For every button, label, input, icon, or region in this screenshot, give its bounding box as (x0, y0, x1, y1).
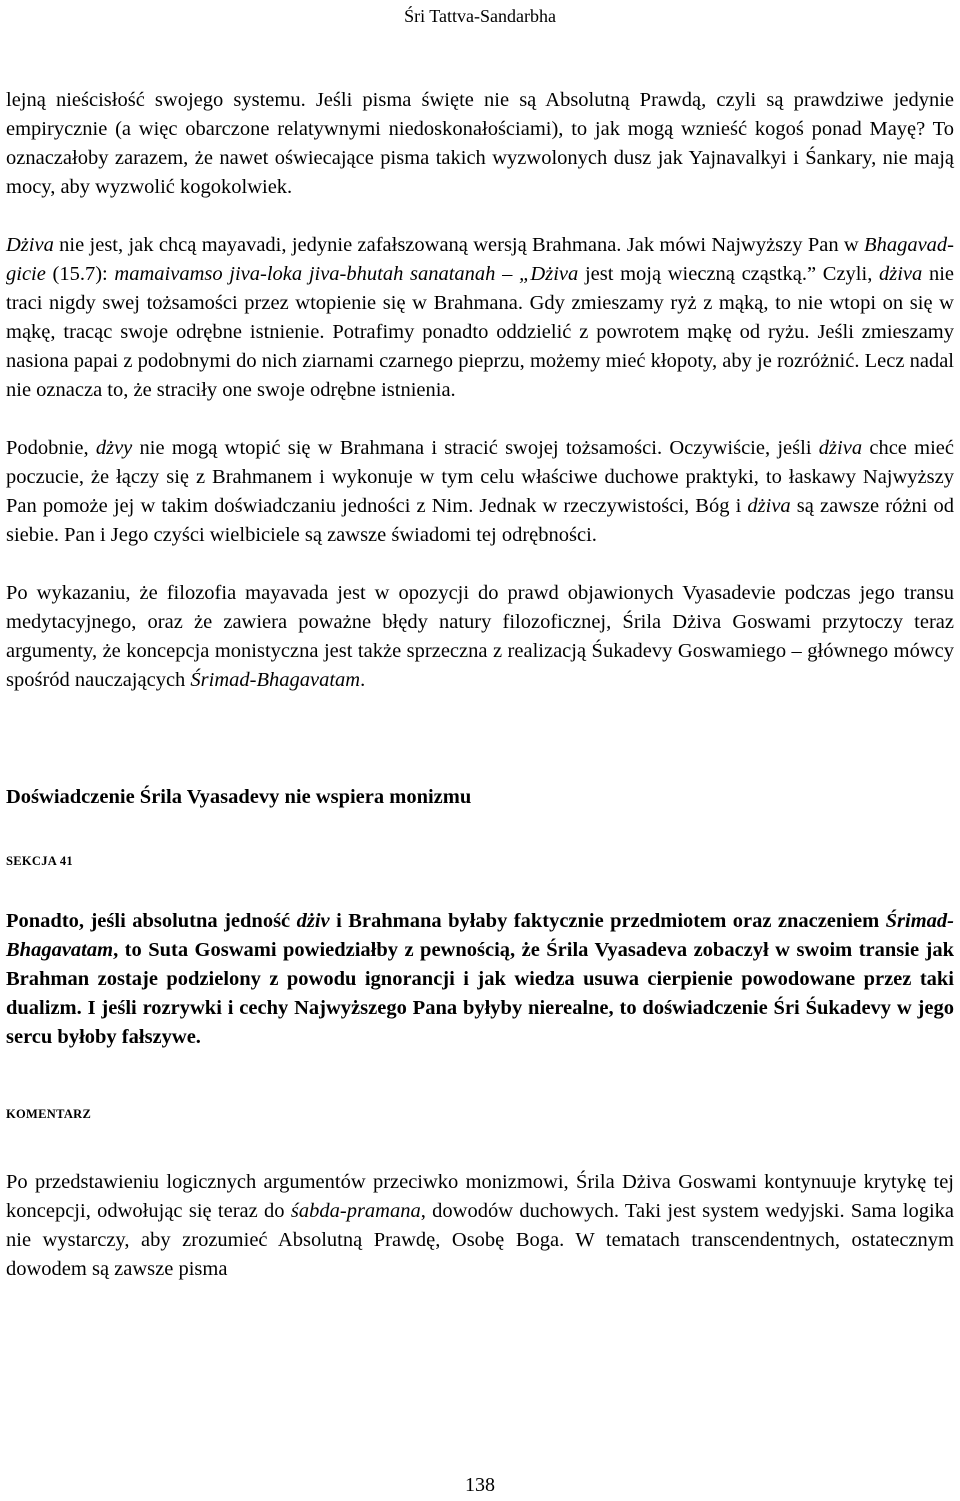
term-bhagavad-gita: Bhagavad-gicie (6, 234, 954, 285)
term-dziv: dżiv (296, 910, 330, 932)
term-sabda-pramana: śabda-pramana (290, 1200, 421, 1222)
term-dziva-4: dżiva (747, 495, 791, 517)
term-dziva: Dżiva (6, 234, 54, 256)
verse-translation: Ponadto, jeśli absolutna jedność dżiv i Brahmana byłaby faktycznie przedmiotem oraz znaczeniem Śrimad-Bhagavatam, to Suta Goswami powiedziałby z pewnością, że Śrila Vyasadeva zobaczył w swoim transie jak Brahman zostaje podzielony z powodu ignorancji i jak wiedza usuwa cierpienie powodowane przez taki dualizm. I jeśli rozrywki i cechy Najwyższego Pana byłyby nierealne, to doświadczenie Śri Śukadevy w jego sercu byłoby fałszywe. (6, 910, 954, 1048)
sekcja-label: SEKCJA 41 (6, 854, 73, 868)
paragraph-2: Dżiva nie jest, jak chcą mayavadi, jedynie zafałszowaną wersją Brahmana. Jak mówi Najwyższy Pan w Bhagavad-gicie (15.7): mamaivamso jiva-loka jiva-bhutah sanatanah – „Dżiva jest moją wieczną cząstką.” Czyli, dżiva nie traci nigdy swej tożsamości przez wtopienie się w Brahmana. Gdy zmieszamy ryż z mąką, to nie wtopi on się w mąkę, tracąc swoje odrębne istnienie. Potrafimy ponadto oddzielić z powrotem mąkę od ryżu. Jeśli zmieszamy nasiona papai z podobnymi do nich ziarnami czarnego pieprzu, możemy mieć kłopoty, aby je rozróżnić. Lecz nadal nie oznacza to, że straciły one swoje odrębne istnienia. (6, 234, 954, 401)
term-srimad-bhagavatam: Śrimad-Bhagavatam (190, 669, 361, 691)
page-body (6, 86, 954, 1284)
paragraph-4: Po wykazaniu, że filozofia mayavada jest w opozycji do prawd objawionych Vyasadevie podczas jego transu medytacyjnego, oraz że zawiera poważne błędy natury filozoficznej, Śrila Dżiva Goswami przytoczy teraz argumenty, że koncepcja monistyczna jest także sprzeczna z realizacją Śukadevy Goswamiego – głównego mówcy spośród nauczających Śrimad-Bhagavatam. (6, 582, 954, 691)
section-heading: Doświadczenie Śrila Vyasadevy nie wspiera monizmu (6, 786, 472, 808)
paragraph-1: lejną nieścisłość swojego systemu. Jeśli pisma święte nie są Absolutną Prawdą, czyli są prawdziwe jedynie empirycznie (a więc obarczone relatywnymi niedoskonałościami), to jak mogą wznieść kogoś ponad Mayę? To oznaczałoby zarazem, że nawet oświecające pisma takich wyzwolonych dusz jak Yajnavalkyi i Śankary, nie mają mocy, aby wyzwolić kogokolwiek. (6, 89, 954, 198)
sanskrit-quote: mamaivamso jiva-loka jiva-bhutah sanatanah – „Dżiva (114, 263, 579, 285)
term-dziva-3: dżiva (818, 437, 863, 459)
term-dzivy: dżvy (95, 437, 133, 459)
term-srimad-bhagavatam-2: Śrimad-Bhagavatam (6, 910, 954, 961)
page-number: 138 (465, 1474, 495, 1496)
term-dziva-2: dżiva (879, 263, 923, 285)
komentarz-label: KOMENTARZ (6, 1107, 92, 1121)
running-header: Śri Tattva-Sandarbha (404, 6, 556, 26)
commentary-paragraph: Po przedstawieniu logicznych argumentów przeciwko monizmowi, Śrila Dżiva Goswami kontynuuje krytykę tej koncepcji, odwołując się teraz do śabda-pramana, dowodów duchowych. Taki jest system wedyjski. Sama logika nie wystarczy, aby zrozumieć Absolutną Prawdę, Osobę Boga. W tematach transcendentnych, ostatecznym dowodem są zawsze pisma (6, 1171, 954, 1280)
paragraph-3: Podobnie, dżvy nie mogą wtopić się w Brahmana i stracić swojej tożsamości. Oczywiście, jeśli dżiva chce mieć poczucie, że łączy się z Brahmanem i wykonuje w tym celu właściwe duchowe praktyki, to łaskawy Najwyższy Pan pomoże jej w takim doświadczaniu jedności z Nim. Jednak w rzeczywistości, Bóg i dżiva są zawsze różni od siebie. Pan i Jego czyści wielbiciele są zawsze świadomi tej odrębności. (6, 437, 954, 546)
